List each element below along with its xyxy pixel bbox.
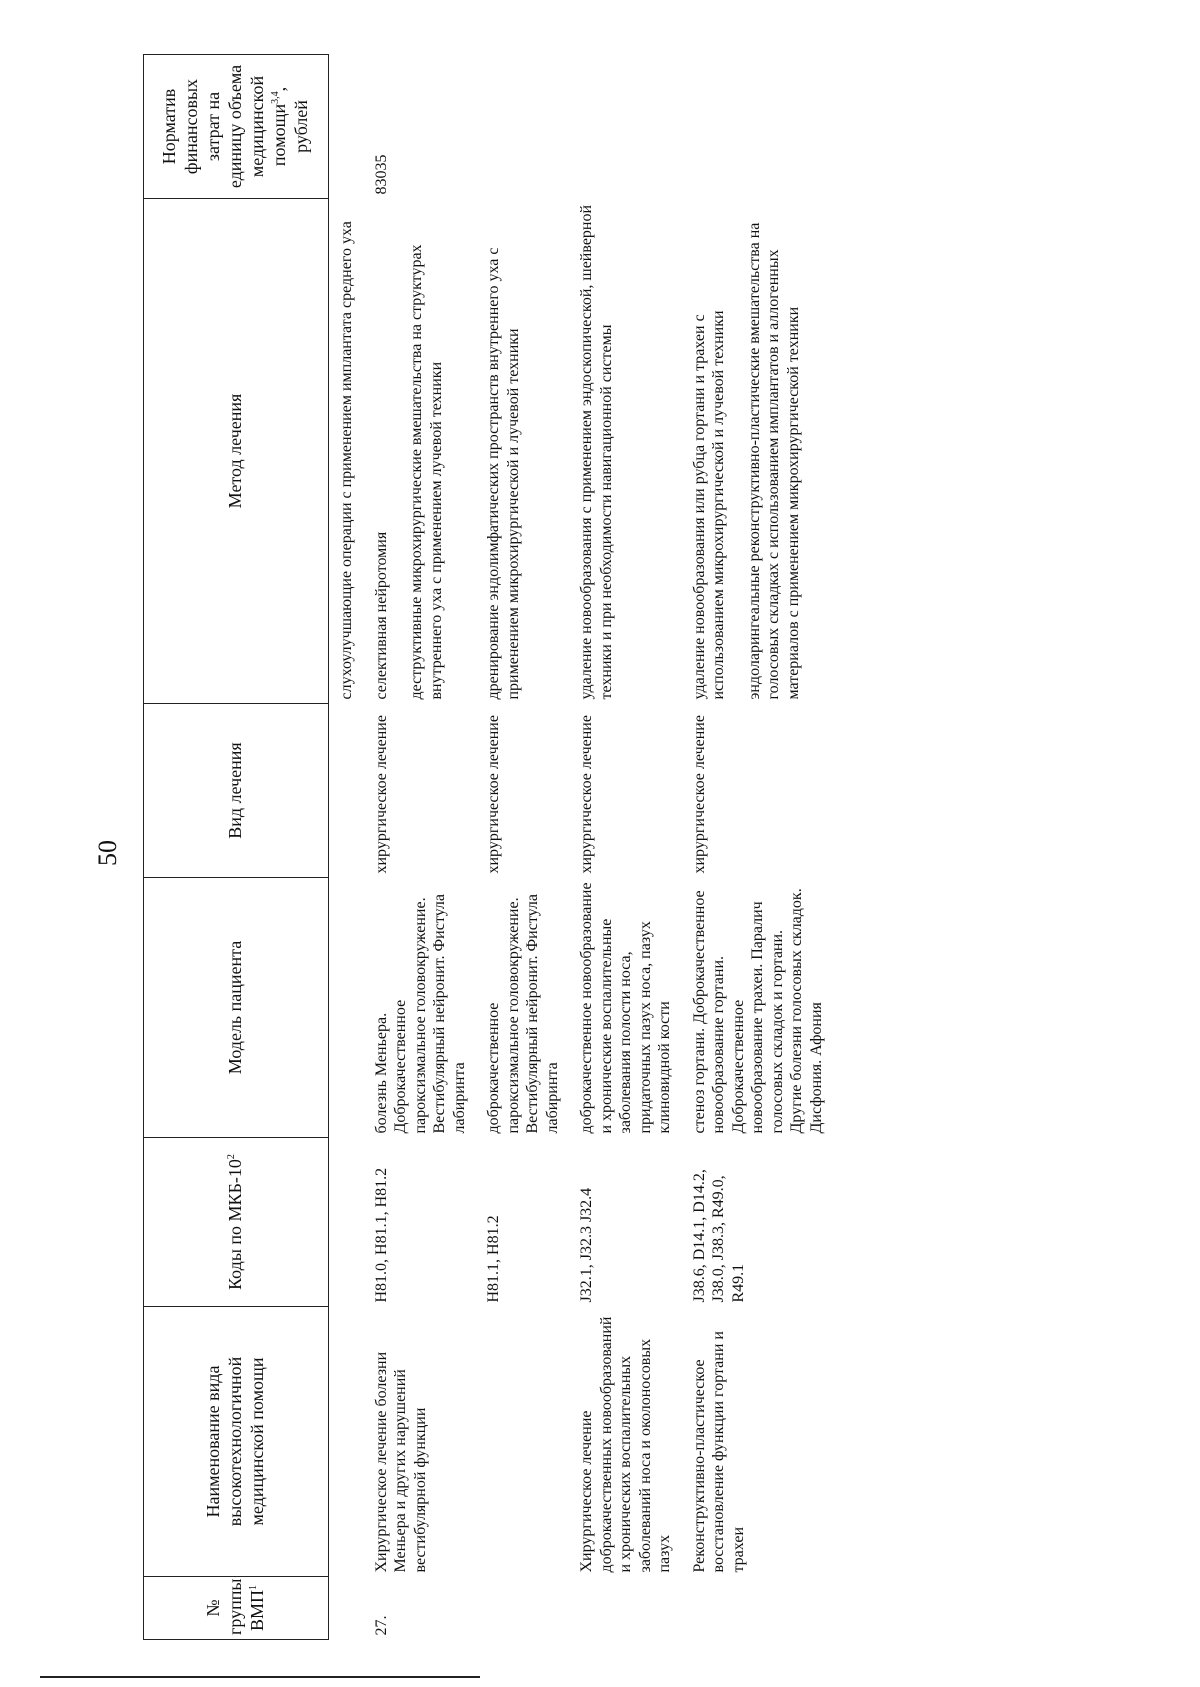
cell-codes	[329, 1138, 360, 1307]
cell-method	[329, 199, 360, 704]
cell-norm	[472, 55, 565, 199]
header-treatment-type: Вид лечения	[144, 704, 329, 878]
table-row	[678, 55, 830, 1640]
cell-patient-model: стеноз гортани. Доброкачественное новообразование гортани. Доброкачественное новообразование трахеи. Паралич голосовых складок и гортани. Другие болезни голосовых складок. Дисфония. Афония	[690, 888, 825, 1134]
cell-norm	[678, 55, 830, 199]
cell-method	[360, 199, 473, 704]
cell-group-no	[329, 1577, 360, 1640]
cell-patient-model: болезнь Меньера. Доброкачественное пароксизмальное головокружение. Вестибулярный нейронит. Фистула лабиринта	[372, 894, 468, 1134]
cell-patient-model	[329, 878, 360, 1138]
table-body	[329, 55, 830, 1640]
header-name: Наименование вида высокотехнологичной медицинской помощи	[144, 1307, 329, 1577]
cell-norm: 83035	[372, 154, 390, 195]
method-entry: слухоулучшающие операции с применением имплантата среднего уха	[338, 221, 355, 700]
method-entry: селективная нейротомия	[372, 531, 390, 700]
cell-treatment-type: хирургическое лечение	[372, 715, 390, 874]
cell-group-no	[472, 1577, 565, 1640]
cell-treatment-type: хирургическое лечение	[578, 715, 596, 874]
method-entry: удаление новообразования с применением эндоскопической, шейверной техники и при необходимости навигационной системы	[578, 204, 615, 700]
cell-norm	[329, 55, 360, 199]
method-entry: деструктивные микрохирургические вмешательства на структурах внутреннего уха с применением лучевой техники	[408, 244, 445, 700]
cell-codes: J32.1, J32.3 J32.4	[578, 1187, 596, 1303]
header-patient-model: Модель пациента	[144, 878, 329, 1138]
header-group-no: № группы ВМП$^1$	[144, 1577, 329, 1640]
cell-patient-model: доброкачественное пароксизмальное головокружение. Вестибулярный нейронит. Фистула лабиринта	[485, 894, 561, 1134]
rotated-table-container	[143, 55, 1200, 1640]
cell-name: Реконструктивно-пластическое восстановление функции гортани и трахеи	[690, 1331, 747, 1573]
cell-name	[472, 1307, 565, 1577]
cell-method	[678, 199, 830, 704]
cell-name: Хирургическое лечение доброкачественных новообразований и хронических воспалительных заболеваний носа и околоносовых пазух	[578, 1316, 674, 1573]
cell-treatment-type: хирургическое лечение	[485, 715, 503, 874]
cell-codes: J38.6, D14.1, D14.2, J38.0, J38.3, R49.0, R49.1	[690, 1169, 747, 1303]
cell-group-no	[678, 1577, 830, 1640]
header-method: Метод лечения	[144, 199, 329, 704]
table-row	[472, 55, 565, 1640]
method-entry: удаление новообразования или рубца гортани и трахеи с использованием микрохирургической и лучевой техники	[690, 310, 728, 700]
method-entry: дренирование эндолимфатических пространств внутреннего уха с применением микрохирургической и лучевой техники	[485, 247, 522, 700]
header-codes: Коды по МКБ-$10^2$	[144, 1138, 329, 1307]
cell-method	[565, 199, 678, 704]
cell-name: Хирургическое лечение болезни Меньера и других нарушений вестибулярной функции	[372, 1351, 429, 1573]
table-row	[329, 55, 360, 1640]
cell-group-no	[565, 1577, 678, 1640]
vmp-table	[143, 54, 829, 1640]
cell-group-no: 27.	[372, 1615, 390, 1636]
header-norm: Норматив финансовых затрат на единицу объема медицинской помощи$^{3,4}$, рублей	[144, 55, 329, 199]
method-entry: эндоларингеальные реконструктивно-пластические вмешательства на голосовых складках с использованием имплантатов и аллогенных материалов с применением микрохирургической техники	[745, 222, 802, 700]
table-row	[360, 55, 473, 1640]
cell-treatment-type	[329, 704, 360, 878]
page-number: 50	[93, 840, 122, 866]
cell-method	[472, 199, 565, 704]
cell-codes: H81.0, H81.1, H81.2	[372, 1167, 390, 1303]
table-header	[144, 55, 329, 1640]
cell-treatment-type: хирургическое лечение	[690, 715, 708, 874]
cell-codes: H81.1, H81.2	[485, 1215, 503, 1303]
cell-norm	[565, 55, 678, 199]
table-row	[565, 55, 678, 1640]
cell-name	[329, 1307, 360, 1577]
bottom-rule	[40, 1676, 480, 1678]
cell-patient-model: доброкачественное новообразование и хронические воспалительные заболевания полости носа, придаточных пазух носа, пазух клиновидной кости	[578, 882, 674, 1134]
